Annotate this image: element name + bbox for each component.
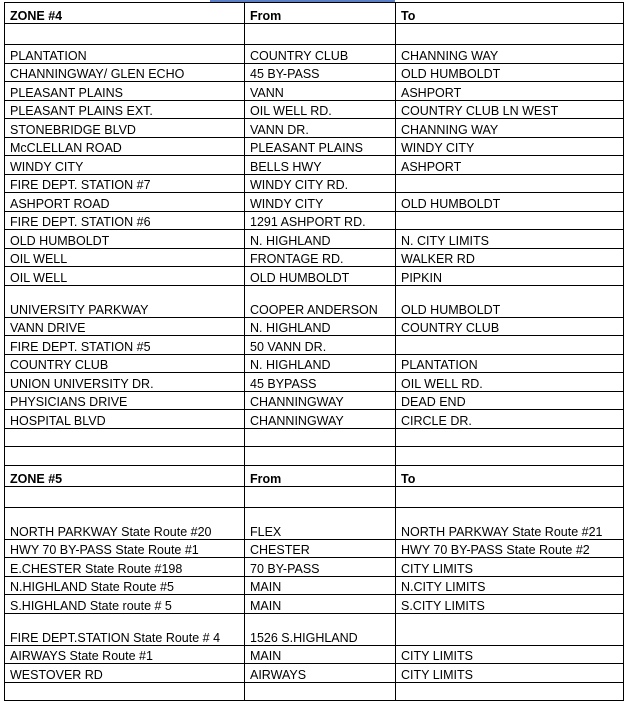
- table-row: [5, 174, 624, 193]
- from-cell: N. HIGHLAND: [245, 317, 396, 336]
- empty-cell: [396, 428, 624, 447]
- zone5-title: ZONE #5: [5, 465, 245, 486]
- table-row: [5, 45, 624, 64]
- from-cell: MAIN: [245, 595, 396, 614]
- zone4-header-row: [5, 3, 624, 24]
- table-row: [5, 230, 624, 249]
- to-cell: S.CITY LIMITS: [396, 595, 624, 614]
- table-row: [5, 156, 624, 175]
- from-cell: 45 BY-PASS: [245, 63, 396, 82]
- to-cell: CITY LIMITS: [396, 645, 624, 664]
- from-cell: 70 BY-PASS: [245, 558, 396, 577]
- from-cell: OLD HUMBOLDT: [245, 267, 396, 286]
- table-row: [5, 267, 624, 286]
- from-cell: CHESTER: [245, 539, 396, 558]
- zone-street-cell: STONEBRIDGE BLVD: [5, 119, 245, 138]
- from-cell: CHANNINGWAY: [245, 410, 396, 429]
- empty-cell: [5, 486, 245, 507]
- table-row: [5, 391, 624, 410]
- empty-cell: [245, 682, 396, 701]
- table-row: [5, 410, 624, 429]
- empty-cell: [396, 486, 624, 507]
- zone-street-cell: VANN DRIVE: [5, 317, 245, 336]
- table-row: [5, 248, 624, 267]
- zone-street-cell: N.HIGHLAND State Route #5: [5, 576, 245, 595]
- table-row: [5, 137, 624, 156]
- zone-street-cell: E.CHESTER State Route #198: [5, 558, 245, 577]
- zone-street-cell: McCLELLAN ROAD: [5, 137, 245, 156]
- table-row: [5, 354, 624, 373]
- to-cell: [396, 613, 624, 645]
- to-cell: [396, 336, 624, 355]
- spacer-row: [5, 428, 624, 447]
- table-row: [5, 285, 624, 317]
- to-cell: PIPKIN: [396, 267, 624, 286]
- table-row: [5, 63, 624, 82]
- from-cell: CHANNINGWAY: [245, 391, 396, 410]
- table-row: [5, 576, 624, 595]
- empty-cell: [396, 682, 624, 701]
- zone-street-cell: OLD HUMBOLDT: [5, 230, 245, 249]
- zone5-header-row: [5, 465, 624, 486]
- empty-cell: [396, 447, 624, 466]
- zone-table-body: [5, 3, 624, 701]
- table-row: [5, 119, 624, 138]
- empty-cell: [396, 24, 624, 45]
- from-cell: 45 BYPASS: [245, 373, 396, 392]
- zone-street-cell: AIRWAYS State Route #1: [5, 645, 245, 664]
- zone-street-cell: CHANNINGWAY/ GLEN ECHO: [5, 63, 245, 82]
- spacer-row: [5, 486, 624, 507]
- from-cell: OIL WELL RD.: [245, 100, 396, 119]
- zone-street-cell: OIL WELL: [5, 267, 245, 286]
- to-cell: COUNTRY CLUB LN WEST: [396, 100, 624, 119]
- to-cell: CIRCLE DR.: [396, 410, 624, 429]
- spacer-row: [5, 682, 624, 701]
- from-cell: 50 VANN DR.: [245, 336, 396, 355]
- to-cell: WINDY CITY: [396, 137, 624, 156]
- from-cell: COUNTRY CLUB: [245, 45, 396, 64]
- to-cell: OLD HUMBOLDT: [396, 285, 624, 317]
- from-cell: FRONTAGE RD.: [245, 248, 396, 267]
- table-row: [5, 82, 624, 101]
- zone-street-cell: COUNTRY CLUB: [5, 354, 245, 373]
- to-cell: ASHPORT: [396, 82, 624, 101]
- table-row: [5, 336, 624, 355]
- zone-street-cell: PLEASANT PLAINS EXT.: [5, 100, 245, 119]
- from-cell: MAIN: [245, 576, 396, 595]
- empty-cell: [5, 447, 245, 466]
- zone-street-cell: PLANTATION: [5, 45, 245, 64]
- from-cell: VANN DR.: [245, 119, 396, 138]
- zone-street-cell: NORTH PARKWAY State Route #20: [5, 507, 245, 539]
- empty-cell: [245, 428, 396, 447]
- zone-street-cell: UNIVERSITY PARKWAY: [5, 285, 245, 317]
- zone-street-cell: FIRE DEPT.STATION State Route # 4: [5, 613, 245, 645]
- from-cell: N. HIGHLAND: [245, 354, 396, 373]
- spacer-row: [5, 24, 624, 45]
- from-cell: N. HIGHLAND: [245, 230, 396, 249]
- from-cell: VANN: [245, 82, 396, 101]
- to-cell: OIL WELL RD.: [396, 373, 624, 392]
- zone-street-cell: FIRE DEPT. STATION #7: [5, 174, 245, 193]
- empty-cell: [5, 682, 245, 701]
- zone-street-cell: OIL WELL: [5, 248, 245, 267]
- to-cell: WALKER RD: [396, 248, 624, 267]
- spacer-row: [5, 447, 624, 466]
- to-cell: CHANNING WAY: [396, 119, 624, 138]
- to-cell: COUNTRY CLUB: [396, 317, 624, 336]
- to-cell: HWY 70 BY-PASS State Route #2: [396, 539, 624, 558]
- to-cell: NORTH PARKWAY State Route #21: [396, 507, 624, 539]
- to-cell: N.CITY LIMITS: [396, 576, 624, 595]
- zone4-title: ZONE #4: [5, 3, 245, 24]
- to-cell: [396, 174, 624, 193]
- from-cell: BELLS HWY: [245, 156, 396, 175]
- from-cell: AIRWAYS: [245, 664, 396, 683]
- zone-street-cell: FIRE DEPT. STATION #6: [5, 211, 245, 230]
- zone-street-cell: UNION UNIVERSITY DR.: [5, 373, 245, 392]
- zone-street-cell: HWY 70 BY-PASS State Route #1: [5, 539, 245, 558]
- to-cell: [396, 211, 624, 230]
- zone-street-cell: FIRE DEPT. STATION #5: [5, 336, 245, 355]
- from-cell: FLEX: [245, 507, 396, 539]
- to-cell: OLD HUMBOLDT: [396, 63, 624, 82]
- to-cell: DEAD END: [396, 391, 624, 410]
- empty-cell: [245, 24, 396, 45]
- zone-street-cell: ASHPORT ROAD: [5, 193, 245, 212]
- from-cell: WINDY CITY RD.: [245, 174, 396, 193]
- empty-cell: [245, 447, 396, 466]
- to-cell: CITY LIMITS: [396, 664, 624, 683]
- zone-street-cell: WESTOVER RD: [5, 664, 245, 683]
- table-row: [5, 539, 624, 558]
- table-row: [5, 595, 624, 614]
- to-cell: OLD HUMBOLDT: [396, 193, 624, 212]
- empty-cell: [5, 428, 245, 447]
- to-cell: N. CITY LIMITS: [396, 230, 624, 249]
- empty-cell: [245, 486, 396, 507]
- table-row: [5, 613, 624, 645]
- table-row: [5, 507, 624, 539]
- from-cell: 1291 ASHPORT RD.: [245, 211, 396, 230]
- table-row: [5, 664, 624, 683]
- from-cell: MAIN: [245, 645, 396, 664]
- zone5-from-header: From: [245, 465, 396, 486]
- from-cell: WINDY CITY: [245, 193, 396, 212]
- zone-street-cell: HOSPITAL BLVD: [5, 410, 245, 429]
- zone4-to-header: To: [396, 3, 624, 24]
- table-row: [5, 317, 624, 336]
- from-cell: PLEASANT PLAINS: [245, 137, 396, 156]
- zone-table: [4, 2, 624, 701]
- zone4-from-header: From: [245, 3, 396, 24]
- table-row: [5, 193, 624, 212]
- zone5-to-header: To: [396, 465, 624, 486]
- from-cell: COOPER ANDERSON: [245, 285, 396, 317]
- from-cell: 1526 S.HIGHLAND: [245, 613, 396, 645]
- to-cell: CHANNING WAY: [396, 45, 624, 64]
- to-cell: CITY LIMITS: [396, 558, 624, 577]
- zone-street-cell: S.HIGHLAND State route # 5: [5, 595, 245, 614]
- zone-street-cell: PHYSICIANS DRIVE: [5, 391, 245, 410]
- table-row: [5, 211, 624, 230]
- table-row: [5, 645, 624, 664]
- table-row: [5, 558, 624, 577]
- zone-street-cell: PLEASANT PLAINS: [5, 82, 245, 101]
- table-row: [5, 100, 624, 119]
- zone-street-cell: WINDY CITY: [5, 156, 245, 175]
- table-row: [5, 373, 624, 392]
- to-cell: PLANTATION: [396, 354, 624, 373]
- to-cell: ASHPORT: [396, 156, 624, 175]
- empty-cell: [5, 24, 245, 45]
